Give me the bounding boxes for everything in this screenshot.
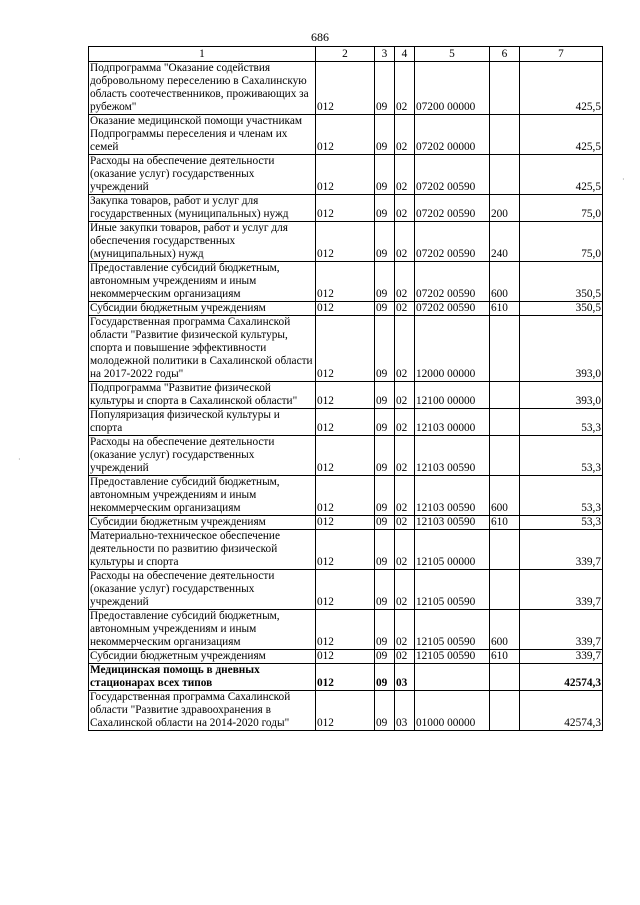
row-name: Иные закупки товаров, работ и услуг для обеспечения государственных (муниципальных) нужд (89, 222, 316, 262)
row-target-code: 07202 00000 (415, 115, 490, 155)
table-row (89, 691, 603, 731)
table-row (89, 155, 603, 195)
margin-mark: · (622, 175, 625, 184)
table-body (89, 62, 603, 731)
row-target-code: 12103 00590 (415, 436, 490, 476)
row-ministry-code: 012 (316, 409, 375, 436)
row-name: Субсидии бюджетным учреждениям (89, 302, 316, 316)
row-amount: 75,0 (520, 222, 603, 262)
table-row (89, 222, 603, 262)
row-name: Популяризация физической культуры и спорта (89, 409, 316, 436)
row-amount: 53,3 (520, 476, 603, 516)
row-subsection-code: 02 (395, 155, 415, 195)
row-target-code: 12103 00590 (415, 516, 490, 530)
row-target-code: 12105 00590 (415, 570, 490, 610)
row-expense-code (490, 115, 520, 155)
row-amount: 339,7 (520, 530, 603, 570)
table-row (89, 436, 603, 476)
row-amount: 425,5 (520, 115, 603, 155)
row-expense-code: 610 (490, 516, 520, 530)
row-ministry-code: 012 (316, 302, 375, 316)
row-subsection-code: 03 (395, 691, 415, 731)
row-expense-code: 610 (490, 302, 520, 316)
row-expense-code: 600 (490, 262, 520, 302)
row-section-code: 09 (375, 436, 395, 476)
row-expense-code: 610 (490, 650, 520, 664)
row-expense-code (490, 570, 520, 610)
row-amount: 350,5 (520, 302, 603, 316)
row-ministry-code: 012 (316, 316, 375, 382)
row-subsection-code: 02 (395, 262, 415, 302)
row-section-code: 09 (375, 115, 395, 155)
row-subsection-code: 02 (395, 302, 415, 316)
row-name: Предоставление субсидий бюджетным, автономным учреждениям и иным некоммерческим организациям (89, 476, 316, 516)
row-section-code: 09 (375, 262, 395, 302)
column-header: 5 (415, 47, 490, 62)
row-name: Расходы на обеспечение деятельности (оказание услуг) государственных учреждений (89, 155, 316, 195)
table-row (89, 476, 603, 516)
row-ministry-code: 012 (316, 382, 375, 409)
row-section-code: 09 (375, 195, 395, 222)
row-ministry-code: 012 (316, 530, 375, 570)
column-header: 4 (395, 47, 415, 62)
row-expense-code (490, 62, 520, 115)
row-subsection-code: 02 (395, 570, 415, 610)
row-section-code: 09 (375, 664, 395, 691)
column-header: 2 (316, 47, 375, 62)
row-name: Подпрограмма "Развитие физической культуры и спорта в Сахалинской области" (89, 382, 316, 409)
row-name: Закупка товаров, работ и услуг для государственных (муниципальных) нужд (89, 195, 316, 222)
table-row (89, 382, 603, 409)
row-subsection-code: 03 (395, 664, 415, 691)
row-amount: 42574,3 (520, 664, 603, 691)
row-expense-code (490, 316, 520, 382)
table-row (89, 316, 603, 382)
row-ministry-code: 012 (316, 222, 375, 262)
row-subsection-code: 02 (395, 516, 415, 530)
row-amount: 350,5 (520, 262, 603, 302)
column-header-row (89, 47, 603, 62)
row-ministry-code: 012 (316, 155, 375, 195)
row-target-code: 07202 00590 (415, 195, 490, 222)
row-expense-code: 200 (490, 195, 520, 222)
table-row (89, 62, 603, 115)
row-subsection-code: 02 (395, 195, 415, 222)
row-subsection-code: 02 (395, 62, 415, 115)
row-section-code: 09 (375, 476, 395, 516)
row-target-code: 07202 00590 (415, 302, 490, 316)
row-ministry-code: 012 (316, 516, 375, 530)
row-subsection-code: 02 (395, 382, 415, 409)
row-expense-code (490, 530, 520, 570)
row-section-code: 09 (375, 155, 395, 195)
row-amount: 393,0 (520, 316, 603, 382)
row-name: Предоставление субсидий бюджетным, автономным учреждениям и иным некоммерческим организациям (89, 262, 316, 302)
row-name: Государственная программа Сахалинской области "Развитие физической культуры, спорта и повышение эффективности молодежной политики в Сахалинской области на 2017-2022 годы" (89, 316, 316, 382)
row-expense-code (490, 691, 520, 731)
row-section-code: 09 (375, 516, 395, 530)
row-name: Расходы на обеспечение деятельности (оказание услуг) государственных учреждений (89, 570, 316, 610)
row-ministry-code: 012 (316, 195, 375, 222)
row-name: Материально-техническое обеспечение деятельности по развитию физической культуры и спорта (89, 530, 316, 570)
row-subsection-code: 02 (395, 476, 415, 516)
row-name: Предоставление субсидий бюджетным, автономным учреждениям и иным некоммерческим организациям (89, 610, 316, 650)
table-row (89, 195, 603, 222)
row-ministry-code: 012 (316, 115, 375, 155)
row-name: Государственная программа Сахалинской области "Развитие здравоохранения в Сахалинской области на 2014-2020 годы" (89, 691, 316, 731)
row-section-code: 09 (375, 62, 395, 115)
row-ministry-code: 012 (316, 62, 375, 115)
row-amount: 339,7 (520, 570, 603, 610)
row-section-code: 09 (375, 530, 395, 570)
row-subsection-code: 02 (395, 610, 415, 650)
row-ministry-code: 012 (316, 262, 375, 302)
row-target-code: 12000 00000 (415, 316, 490, 382)
row-target-code: 07202 00590 (415, 222, 490, 262)
row-section-code: 09 (375, 382, 395, 409)
row-expense-code: 600 (490, 610, 520, 650)
table-row (89, 409, 603, 436)
row-amount: 425,5 (520, 155, 603, 195)
row-name: Оказание медицинской помощи участникам Подпрограммы переселения и членам их семей (89, 115, 316, 155)
row-amount: 53,3 (520, 409, 603, 436)
row-subsection-code: 02 (395, 650, 415, 664)
table-row (89, 516, 603, 530)
table-row (89, 650, 603, 664)
row-section-code: 09 (375, 316, 395, 382)
row-subsection-code: 02 (395, 316, 415, 382)
row-subsection-code: 02 (395, 115, 415, 155)
row-amount: 42574,3 (520, 691, 603, 731)
row-amount: 339,7 (520, 610, 603, 650)
table-row (89, 610, 603, 650)
row-name: Расходы на обеспечение деятельности (оказание услуг) государственных учреждений (89, 436, 316, 476)
row-amount: 393,0 (520, 382, 603, 409)
row-section-code: 09 (375, 409, 395, 436)
row-section-code: 09 (375, 222, 395, 262)
row-section-code: 09 (375, 570, 395, 610)
row-name: Субсидии бюджетным учреждениям (89, 650, 316, 664)
row-subsection-code: 02 (395, 222, 415, 262)
row-amount: 53,3 (520, 436, 603, 476)
row-target-code: 07202 00590 (415, 155, 490, 195)
column-header: 7 (520, 47, 603, 62)
row-target-code: 12103 00590 (415, 476, 490, 516)
budget-table (88, 46, 603, 731)
column-header: 3 (375, 47, 395, 62)
row-ministry-code: 012 (316, 650, 375, 664)
row-subsection-code: 02 (395, 436, 415, 476)
row-expense-code (490, 382, 520, 409)
row-amount: 425,5 (520, 62, 603, 115)
row-name: Медицинская помощь в дневных стационарах всех типов (89, 664, 316, 691)
row-target-code: 12105 00000 (415, 530, 490, 570)
margin-mark: · (18, 455, 21, 464)
row-amount: 53,3 (520, 516, 603, 530)
row-target-code: 12105 00590 (415, 610, 490, 650)
row-amount: 339,7 (520, 650, 603, 664)
row-ministry-code: 012 (316, 691, 375, 731)
row-amount: 75,0 (520, 195, 603, 222)
table-row (89, 570, 603, 610)
page-number: 686 (311, 30, 329, 44)
row-ministry-code: 012 (316, 664, 375, 691)
column-header: 1 (89, 47, 316, 62)
column-header: 6 (490, 47, 520, 62)
row-target-code: 12100 00000 (415, 382, 490, 409)
row-expense-code (490, 409, 520, 436)
row-target-code: 12105 00590 (415, 650, 490, 664)
table-row (89, 664, 603, 691)
table-row (89, 302, 603, 316)
row-section-code: 09 (375, 691, 395, 731)
row-subsection-code: 02 (395, 530, 415, 570)
row-ministry-code: 012 (316, 610, 375, 650)
row-expense-code (490, 155, 520, 195)
row-name: Подпрограмма "Оказание содействия добровольному переселению в Сахалинскую область соотечественников, проживающих за рубежом" (89, 62, 316, 115)
row-expense-code: 240 (490, 222, 520, 262)
row-expense-code (490, 664, 520, 691)
row-ministry-code: 012 (316, 476, 375, 516)
row-target-code (415, 664, 490, 691)
row-target-code: 12103 00000 (415, 409, 490, 436)
row-ministry-code: 012 (316, 570, 375, 610)
row-target-code: 01000 00000 (415, 691, 490, 731)
table-row (89, 530, 603, 570)
row-section-code: 09 (375, 650, 395, 664)
row-expense-code (490, 436, 520, 476)
table-row (89, 262, 603, 302)
row-name: Субсидии бюджетным учреждениям (89, 516, 316, 530)
row-target-code: 07202 00590 (415, 262, 490, 302)
row-expense-code: 600 (490, 476, 520, 516)
row-ministry-code: 012 (316, 436, 375, 476)
row-section-code: 09 (375, 610, 395, 650)
row-target-code: 07200 00000 (415, 62, 490, 115)
table-row (89, 115, 603, 155)
row-subsection-code: 02 (395, 409, 415, 436)
row-section-code: 09 (375, 302, 395, 316)
